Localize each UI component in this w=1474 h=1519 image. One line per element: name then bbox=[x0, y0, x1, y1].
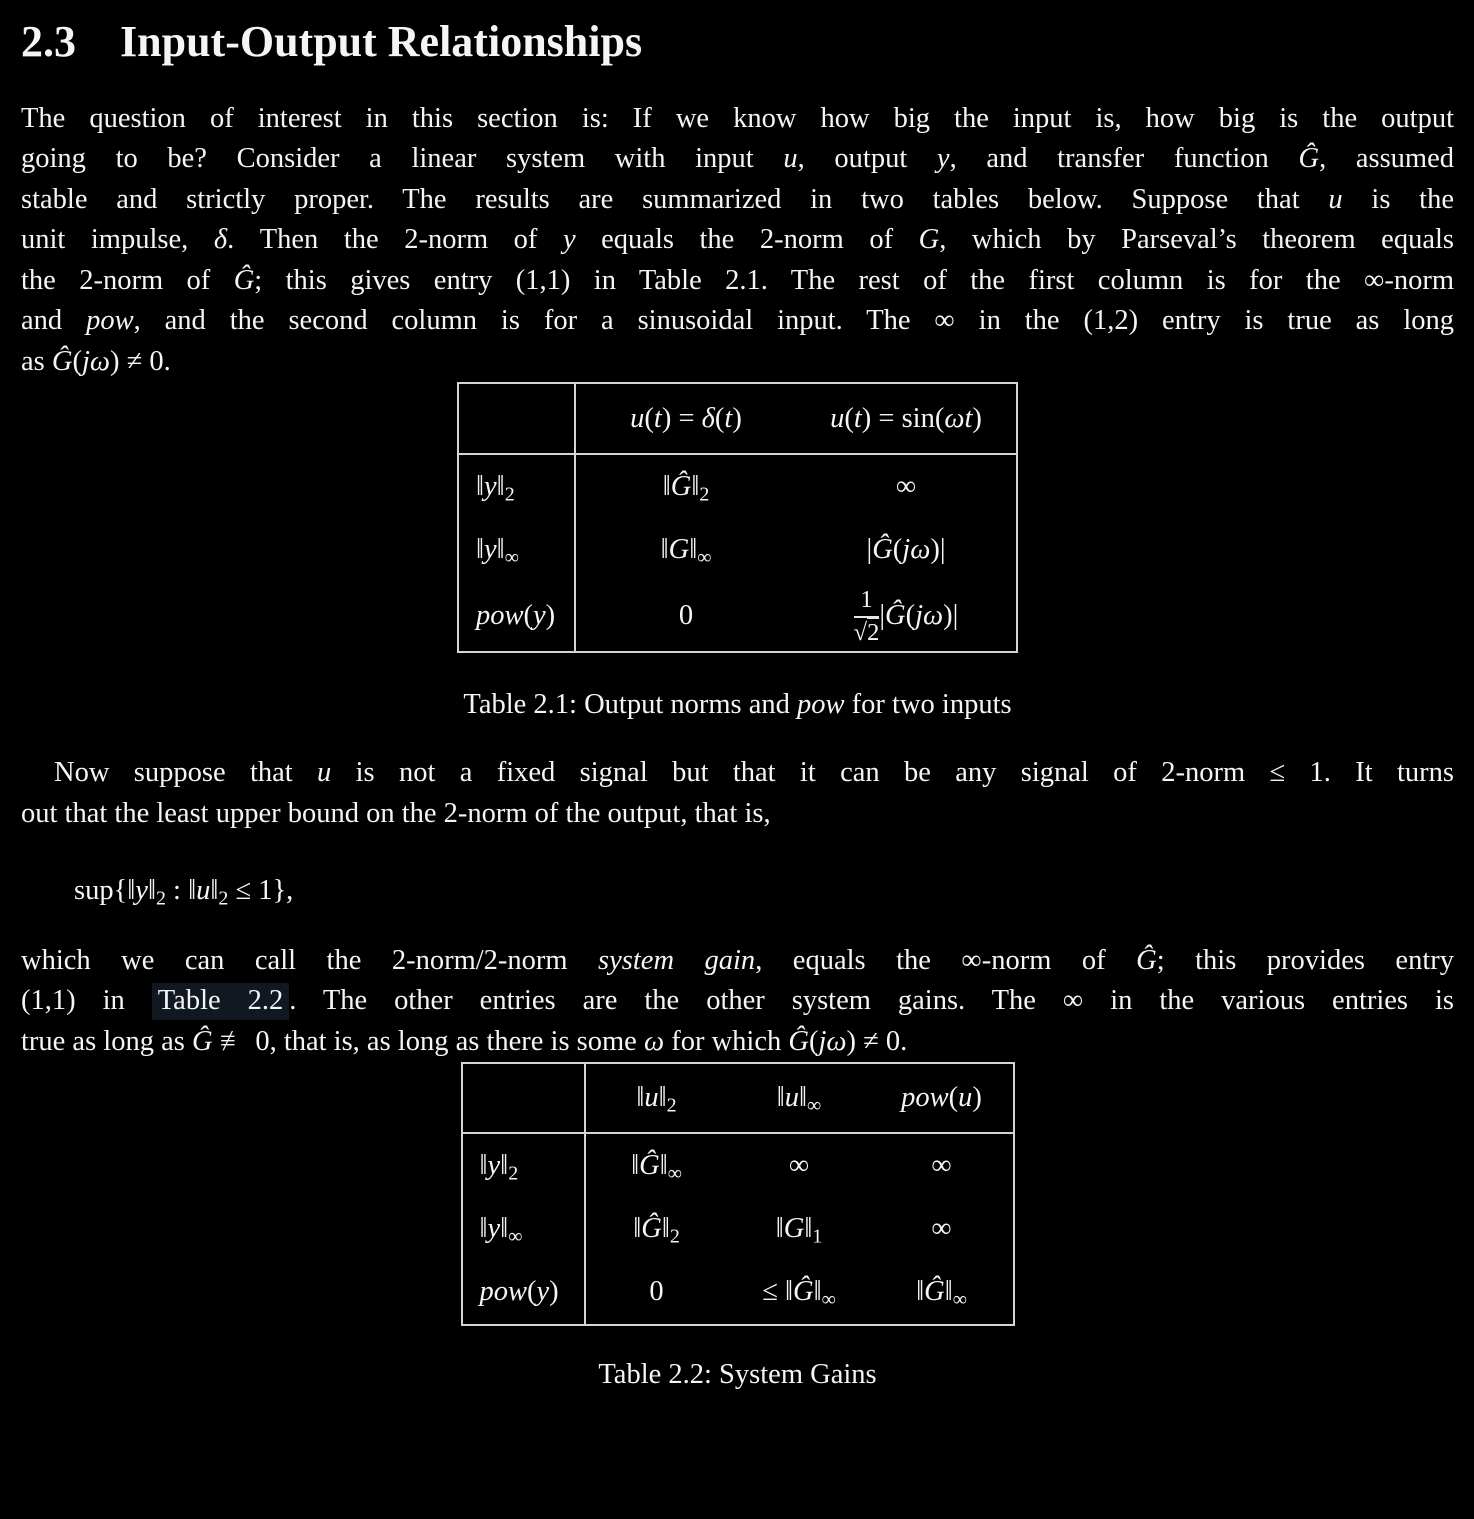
p1-line-4: unit impulse, δ. Then the 2-norm of y equals the 2-norm of G, which by Parseval’s theorem equals bbox=[21, 224, 1454, 256]
t22-r2-c1: $‖Ĝ‖_2$ bbox=[633, 1212, 680, 1248]
table-row bbox=[462, 1063, 1014, 1133]
t21-r1-c2: ∞ bbox=[895, 470, 917, 502]
p1-line-3: stable and strictly proper. The results are summarized in two tables below. Suppose that u is the bbox=[21, 183, 1455, 215]
table-2-2-link[interactable]: Table 2.2 bbox=[152, 983, 290, 1020]
p1-line-7: as Ĝ(jω) ≠ 0. bbox=[21, 345, 171, 377]
p3-line-1: which we can call the 2-norm/2-norm system gain, equals the ∞-norm of Ĝ; this provides entry bbox=[21, 944, 1454, 976]
table-row bbox=[462, 1133, 1014, 1197]
t22-r1-c3: ∞ bbox=[931, 1149, 952, 1181]
p3-line-3: true as long as Ĝ ≢ 0, that is, as long as there is some ω for which Ĝ(jω) ≠ 0. bbox=[21, 1025, 908, 1057]
p1-line-2: going to be? Consider a linear system with input u, output y, and transfer function Ĝ, assumed bbox=[21, 143, 1454, 175]
table-2-1-caption: Table 2.1: Output norms and pow for two inputs bbox=[463, 689, 1012, 721]
t21-col-header-2: u(t) = sin(ωt) bbox=[796, 383, 1017, 454]
table-row bbox=[458, 518, 1017, 581]
t22-r3-c1: 0 bbox=[649, 1276, 664, 1308]
table-row bbox=[458, 383, 1017, 454]
t21-col-header-1: u(t) = δ(t) bbox=[575, 383, 796, 454]
table-row bbox=[462, 1260, 1014, 1325]
p1-line-5: the 2-norm of Ĝ; this gives entry (1,1) in Table 2.1. The rest of the first column is for the ∞-norm bbox=[21, 264, 1454, 296]
t21-r2-c1: $‖G‖_\infty$ bbox=[660, 533, 712, 569]
t22-r2-c2: $‖G‖_1$ bbox=[775, 1212, 823, 1248]
table-row bbox=[458, 581, 1017, 652]
paragraph-1 bbox=[21, 99, 1454, 383]
p1-line-1: The question of interest in this section is: If we know how big the input is, how big is the output bbox=[21, 102, 1454, 134]
t22-r1-c1: $‖Ĝ‖_\infty$ bbox=[631, 1149, 682, 1185]
t21-r3-c1: 0 bbox=[678, 600, 694, 632]
paragraph-2 bbox=[21, 753, 1454, 834]
table-2-2-caption: Table 2.2: System Gains bbox=[598, 1359, 877, 1391]
t22-row1-label: $‖y‖_2$ bbox=[462, 1133, 585, 1197]
t22-col-header-1: $‖u‖_2$ bbox=[585, 1063, 728, 1133]
sup-formula: $sup\{‖y‖_2$ : $‖u‖_2 \le 1$}, bbox=[74, 875, 294, 910]
t21-row3-label: pow(y) bbox=[458, 581, 575, 652]
p2-line-1: Now suppose that u is not a fixed signal but that it can be any signal of 2-norm ≤ 1. It turns bbox=[54, 757, 1454, 789]
table-row bbox=[458, 454, 1017, 518]
t22-row3-label: pow(y) bbox=[462, 1260, 585, 1325]
t22-row2-label: $‖y‖_\infty$ bbox=[462, 1197, 585, 1260]
t22-col-header-2: $‖u‖_\infty$ bbox=[728, 1063, 871, 1133]
t22-r3-c3: $‖Ĝ‖_\infty$ bbox=[916, 1276, 967, 1311]
section-heading bbox=[21, 16, 1454, 68]
t22-col-header-3: pow(u) bbox=[871, 1063, 1014, 1133]
paragraph-3 bbox=[21, 941, 1454, 1063]
t22-r2-c3: ∞ bbox=[931, 1212, 952, 1244]
t22-r1-c2: ∞ bbox=[788, 1149, 810, 1181]
t21-row2-label: $‖y‖_\infty$ bbox=[458, 518, 575, 581]
t21-corner-cell bbox=[458, 383, 575, 454]
t22-r3-c2: ≤ $‖Ĝ‖_\infty$ bbox=[762, 1276, 836, 1311]
t21-r3-c2: $\frac{1}{√2}$ |Ĝ(jω)| bbox=[853, 586, 959, 646]
t21-row1-label: $‖y‖_2$ bbox=[458, 454, 575, 518]
table-row bbox=[462, 1197, 1014, 1260]
table-2-2 bbox=[461, 1062, 1015, 1326]
table-2-1 bbox=[457, 382, 1018, 653]
section-number: 2.3 bbox=[21, 17, 76, 66]
p3-line-2: (1,1) in Table 2.2 . The other entries are the other system gains. The ∞ in the various entries is bbox=[21, 981, 1454, 1022]
t21-r1-c1: $‖Ĝ‖_2$ bbox=[662, 470, 710, 506]
p2-line-2: out that the least upper bound on the 2-norm of the output, that is, bbox=[21, 797, 771, 829]
t21-r2-c2: |Ĝ(jω)| bbox=[866, 533, 946, 565]
t22-corner-cell bbox=[462, 1063, 585, 1133]
section-title: Input-Output Relationships bbox=[120, 17, 643, 66]
p1-line-6: and pow, and the second column is for a sinusoidal input. The ∞ in the (1,2) entry is true as long bbox=[21, 305, 1454, 337]
